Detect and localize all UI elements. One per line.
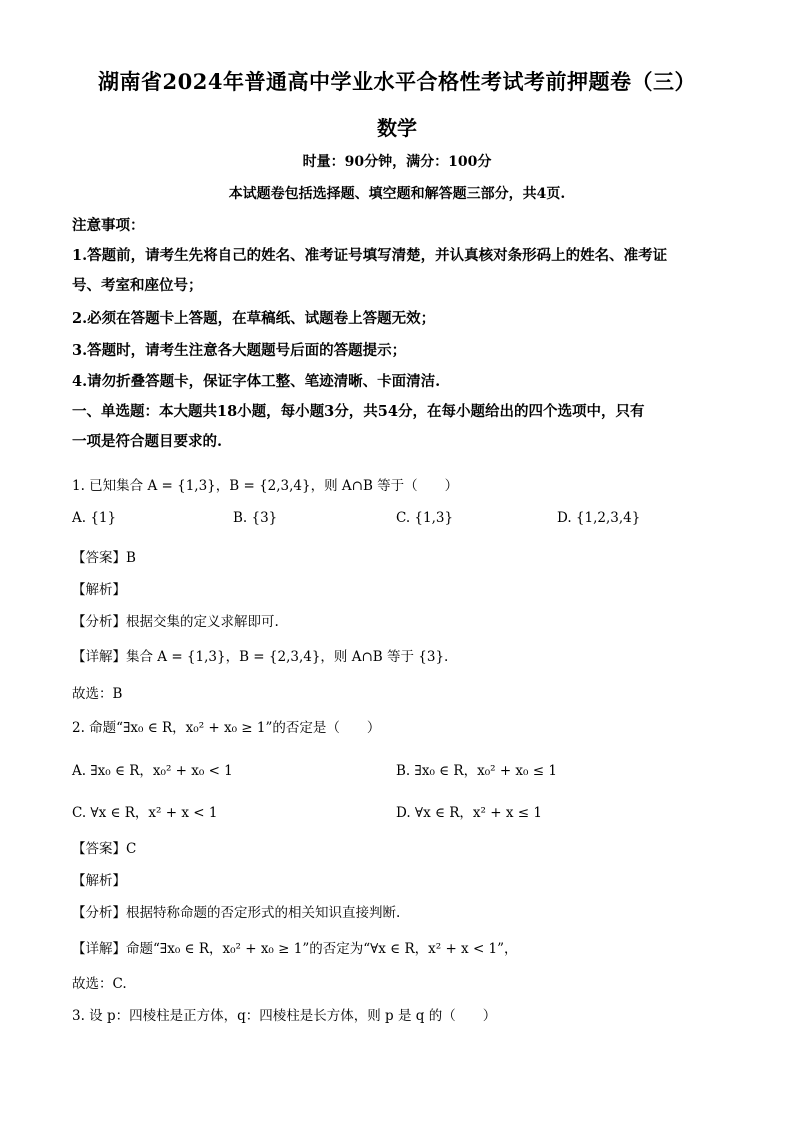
question-1-fenxi: 【分析】根据交集的定义求解即可. — [72, 614, 279, 630]
question-1-choose: 故选：B — [72, 686, 123, 702]
question-2-answer: 【答案】C — [72, 841, 137, 857]
question-1-option-a: A. {1} — [72, 510, 117, 526]
question-2-stem: 2. 命题“∃x₀ ∈ R，x₀² + x₀ ≥ 1”的否定是（ ） — [72, 720, 381, 736]
question-1-option-b: B. {3} — [233, 510, 278, 526]
notice-item-1-line-1: 1.答题前，请考生先将自己的姓名、准考证号填写清楚，并认真核对条形码上的姓名、准考证 — [72, 247, 668, 264]
section-heading-line-2: 一项是符合题目要求的. — [72, 433, 223, 450]
question-2-detail: 【详解】命题“∃x₀ ∈ R，x₀² + x₀ ≥ 1”的否定为“∀x ∈ R，x² + x < 1”， — [72, 941, 518, 957]
question-1-option-d: D. {1,2,3,4} — [557, 510, 641, 526]
notice-item-2: 2.必须在答题卡上答题，在草稿纸、试题卷上答题无效； — [72, 310, 436, 327]
subject-title: 数学 — [377, 116, 417, 140]
question-1-answer: 【答案】B — [72, 550, 136, 566]
notice-heading: 注意事项： — [72, 217, 145, 234]
question-1-option-c: C. {1,3} — [396, 510, 454, 526]
question-2-fenxi: 【分析】根据特称命题的否定形式的相关知识直接判断. — [72, 905, 401, 921]
exam-title: 湖南省2024年普通高中学业水平合格性考试考前押题卷（三） — [98, 69, 696, 94]
question-2-option-c: C. ∀x ∈ R，x² + x < 1 — [72, 805, 218, 821]
question-2-option-b: B. ∃x₀ ∈ R，x₀² + x₀ ≤ 1 — [396, 763, 557, 779]
question-2-choose: 故选：C. — [72, 976, 127, 992]
question-2-analysis-tag: 【解析】 — [72, 873, 126, 889]
section-heading-line-1: 一、单选题：本大题共18小题，每小题3分，共54分，在每小题给出的四个选项中，只有 — [72, 403, 645, 420]
question-2-option-a: A. ∃x₀ ∈ R，x₀² + x₀ < 1 — [72, 763, 233, 779]
notice-item-3: 3.答题时，请考生注意各大题题号后面的答题提示； — [72, 342, 407, 359]
scope-info: 本试题卷包括选择题、填空题和解答题三部分，共4页. — [228, 186, 566, 202]
time-score-info: 时量：90分钟，满分：100分 — [302, 154, 492, 170]
question-1-detail: 【详解】集合 A = {1,3}，B = {2,3,4}，则 A∩B 等于 {3}. — [72, 649, 449, 665]
question-3-stem: 3. 设 p：四棱柱是正方体，q：四棱柱是长方体，则 p 是 q 的（ ） — [72, 1008, 497, 1024]
notice-item-1-line-2: 号、考室和座位号； — [72, 277, 203, 294]
question-2-option-d: D. ∀x ∈ R，x² + x ≤ 1 — [396, 805, 542, 821]
question-1-stem: 1. 已知集合 A = {1,3}，B = {2,3,4}，则 A∩B 等于（ ） — [72, 478, 459, 494]
notice-item-4: 4.请勿折叠答题卡，保证字体工整、笔迹清晰、卡面清洁. — [72, 373, 441, 390]
question-1-analysis-tag: 【解析】 — [72, 582, 126, 598]
